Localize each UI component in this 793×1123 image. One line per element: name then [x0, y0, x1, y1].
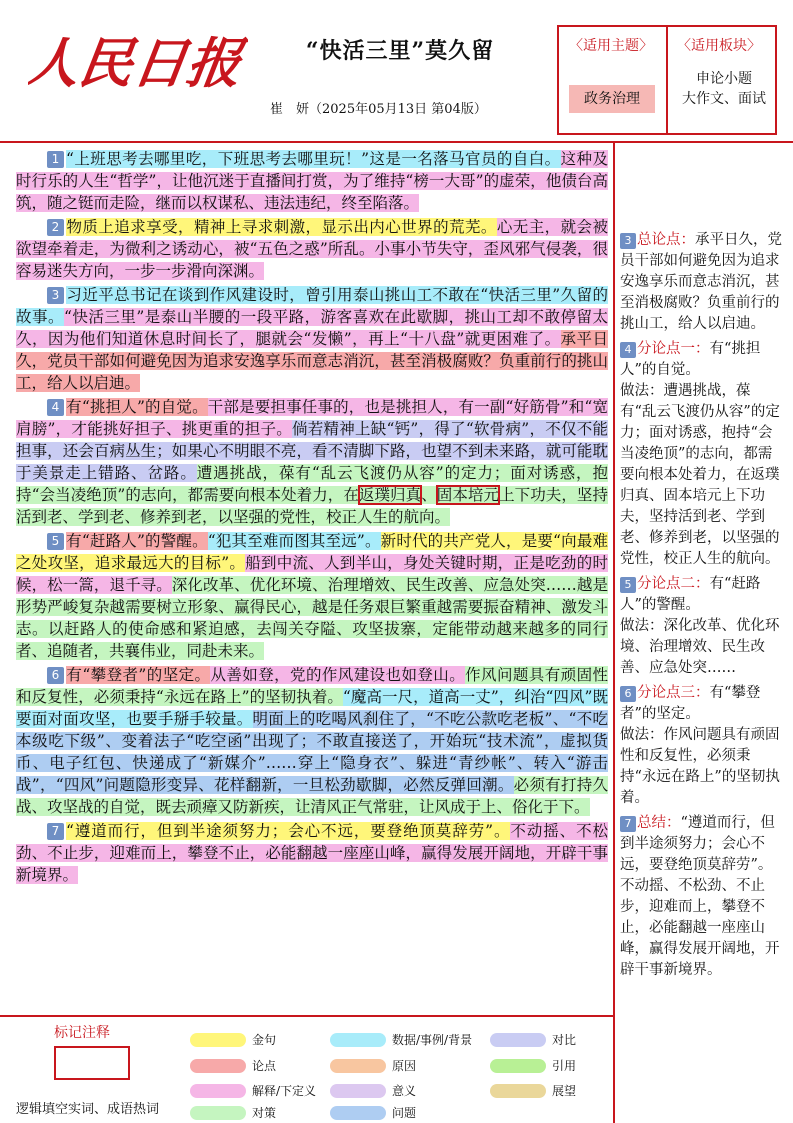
legend-swatch: [190, 1059, 246, 1073]
article-paragraph: [16, 664, 608, 818]
highlighted-segment: 必须有打持久战、攻坚战的自觉，既去顽瘴又防新疾，让清风正气常驻，让风成于上、俗化于下。: [16, 776, 608, 816]
column-divider: [613, 143, 615, 1123]
highlighted-segment: 有“攀登者”的坚定。: [66, 666, 211, 684]
sidebar-method-label: 做法：: [620, 727, 664, 743]
highlighted-segment: 有“赶路人”的警醒。: [66, 532, 208, 550]
highlighted-segment: “魔高一尺，道高一丈”，纠治“四风”既要面对面攻坚，也要手掰手较量。: [16, 688, 608, 728]
highlighted-segment: 、: [421, 486, 437, 504]
sidebar-method-label: 做法：: [620, 618, 664, 634]
sidebar-note-text: 有“挑担人”的自觉。: [620, 341, 761, 378]
byline: 崔 妍（2025年05月13日 第04版）: [270, 102, 487, 117]
sidebar-number-badge: 7: [620, 816, 636, 832]
section-label: 〈适用板块〉: [677, 38, 761, 54]
article-paragraph: [16, 396, 608, 528]
sidebar-note: [620, 230, 785, 335]
legend-swatch: [490, 1059, 546, 1073]
sidebar-note-lead: 分论点一：: [637, 341, 710, 357]
legend-label: 金句: [252, 1033, 277, 1047]
highlighted-segment: 船到中流、人到半山，身处关键时期，正是吃劲的时候，松一篙，退千寻。: [16, 554, 608, 594]
sidebar-note-text: 承平日久，党员干部如何避免因为追求安逸享乐而意志消沉，甚至消极腐败？负重前行的挑山工，给人以启迪。: [620, 232, 782, 332]
topic-label: 〈适用主题〉: [569, 38, 653, 54]
legend-item: [190, 1057, 276, 1074]
highlighted-segment: 物质上追求享受，精神上寻求刺激，显示出内心世界的荒芜。: [66, 218, 497, 236]
paragraph-number-badge: 4: [47, 399, 64, 416]
highlighted-segment: 新时代的共产党人，是要“向最难之处攻坚，追求最远大的目标”。: [16, 532, 608, 572]
highlighted-segment: “犯其至难而图其至远”。: [207, 532, 381, 550]
legend-item: [490, 1057, 576, 1074]
highlighted-segment: 习近平总书记在谈到作风建设时，曾引用泰山挑山工不敢在“快活三里”久留的故事。: [16, 286, 608, 326]
legend-item: [330, 1082, 416, 1099]
sidebar-number-badge: 6: [620, 686, 636, 702]
analysis-sidebar: [620, 230, 785, 985]
sidebar-note-lead: 分论点三：: [637, 685, 710, 701]
legend-swatch: [490, 1033, 546, 1047]
highlighted-segment: 干部是要担事任事的，也是挑担人，有一副“好筋骨”和“宽肩膀”，才能挑好担子、挑更重的担子。: [16, 398, 608, 438]
legend-box-sample: [54, 1046, 130, 1080]
article-paragraph: [16, 216, 608, 282]
sidebar-number-badge: 5: [620, 577, 636, 593]
legend-item: [190, 1031, 276, 1048]
legend-title: 标记注释: [54, 1025, 110, 1041]
legend-label: 对比: [552, 1033, 577, 1047]
highlighted-segment: “快活三里”是泰山半腰的一段平路，游客喜欢在此歇脚，挑山工却不敢停留太久，因为他们知道休息时间长了，腿就会“发懒”，再上“十八盘”就更困难了。: [16, 308, 608, 348]
article-paragraph: [16, 148, 608, 214]
legend-box-label: 逻辑填空实词、成语热词: [16, 1102, 160, 1117]
legend-label: 原因: [392, 1059, 417, 1073]
sidebar-method-text: 深化改革、优化环境、治理增效、民生改善、应急处突……: [620, 618, 780, 676]
legend-item: [330, 1057, 416, 1074]
sidebar-note-text: “遵道而行，但到半途须努力；会心不远，要登绝顶莫辞劳”。不动摇、不松劲、不止步，迎难而上，攀登不止，必能翻越一座座山峰，赢得发展开阔地，开辟干事新境界。: [620, 815, 780, 978]
header-divider: [0, 141, 793, 143]
legend-swatch: [190, 1084, 246, 1098]
topic-value: 政务治理: [569, 85, 655, 113]
legend-swatch: [190, 1033, 246, 1047]
highlighted-segment: 不动摇、不松劲、不止步，迎难而上，攀登不止，必能翻越一座座山峰，赢得发展开阔地，开辟干事新境界。: [16, 822, 608, 884]
highlighted-idiom: 返璞归真: [358, 486, 422, 504]
highlighted-segment: 承平日久，党员干部如何避免因为追求安逸享乐而意志消沉，甚至消极腐败？负重前行的挑山工，给人以启迪。: [16, 330, 608, 392]
legend-item: [330, 1104, 416, 1121]
paragraph-number-badge: 3: [47, 287, 64, 304]
legend-label: 问题: [392, 1106, 417, 1120]
sidebar-method-text: 遭遇挑战，葆有“乱云飞渡仍从容”的定力；面对诱惑，抱持“会当凌绝顶”的志向，都需要向根本处着力，在返璞归真、固本培元上下功夫，坚持活到老、学到老、修养到老，以坚强的党性，校正人生的航向。: [620, 383, 780, 567]
sidebar-note-lead: 总论点：: [637, 232, 695, 248]
highlighted-segment: 有“挑担人”的自觉。: [66, 398, 208, 416]
sidebar-note: [620, 574, 785, 679]
legend-swatch: [190, 1106, 246, 1120]
article-title: “快活三里”莫久留: [305, 38, 495, 64]
sidebar-note-lead: 总结：: [637, 815, 681, 831]
sidebar-note-text: 有“攀登者”的坚定。: [620, 685, 761, 722]
sidebar-method-label: 做法：: [620, 383, 664, 399]
paragraph-number-badge: 5: [47, 533, 64, 550]
sidebar-note: [620, 683, 785, 809]
legend-swatch: [330, 1033, 386, 1047]
paragraph-number-badge: 2: [47, 219, 64, 236]
legend-swatch: [490, 1084, 546, 1098]
article-body: [16, 148, 608, 888]
sidebar-note-lead: 分论点二：: [637, 576, 710, 592]
legend-label: 论点: [252, 1059, 277, 1073]
paragraph-number-badge: 6: [47, 667, 64, 684]
highlighted-segment: 遭遇挑战，葆有“乱云飞渡仍从容”的定力；面对诱惑，抱持“会当凌绝顶”的志向，都需要向根本处着力，在: [16, 464, 608, 504]
highlighted-segment: 深化改革、优化环境、治理增效、民生改善、应急处突……越是形势严峻复杂越需要树立形象、赢得民心，越是任务艰巨繁重越需要振奋精神、激发斗志。以赶路人的使命感和紧迫感，去闯关夺隘、攻坚拔寨，定能带动越来越多的同行者、追随者，共襄伟业，同赴未来。: [16, 576, 608, 660]
sidebar-note-text: 有“赶路人”的警醒。: [620, 576, 761, 613]
legend-swatch: [330, 1084, 386, 1098]
legend-label: 对策: [252, 1106, 277, 1120]
highlighted-segment: “遵道而行，但到半途须努力；会心不远，要登绝顶莫辞劳”。: [66, 822, 511, 840]
highlighted-segment: 作风问题具有顽固性和反复性，必须秉持“永远在路上”的坚韧执着。: [16, 666, 608, 706]
highlighted-segment: 明面上的吃喝风刹住了，“不吃公款吃老板”、“不吃本级吃下级”、变着法子“吃空函”出现了；不敢直接送了，开始玩“技术流”，虚拟货币、电子红包、快递成了“新媒介”……穿上“隐身衣”、躲进“青纱帐”、转入“游击战”，“四风”问题隐形变异、花样翻新，一旦松劲歇脚，必然反弹回潮。: [16, 710, 608, 794]
legend-item: [330, 1031, 472, 1048]
legend-label: 引用: [552, 1059, 577, 1073]
sidebar-method-text: 作风问题具有顽固性和反复性，必须秉持“永远在路上”的坚韧执着。: [620, 727, 780, 806]
legend-label: 数据/事例/背景: [392, 1033, 473, 1047]
paragraph-number-badge: 1: [47, 151, 64, 168]
tag-box: [557, 25, 777, 135]
newspaper-logo: [28, 14, 248, 104]
legend-swatch: [330, 1106, 386, 1120]
legend-item: [190, 1082, 316, 1099]
highlighted-segment: 上下功夫，坚持活到老、学到老、修养到老，以坚强的党性，校正人生的航向。: [16, 486, 608, 526]
highlighted-segment: 这种及时行乐的人生“哲学”，让他沉迷于直播间打赏，为了维持“榜一大哥”的虚荣，他债台高筑，随之铤而走险，继而以权谋私、违法违纪，终至陷落。: [16, 150, 608, 212]
highlighted-segment: 心无主，就会被欲望牵着走，为微利之诱动心，被“五色之惑”所乱。小事小节失守，歪风邪气侵袭，很容易迷失方向，一步一步滑向深渊。: [16, 218, 608, 280]
legend-divider: [0, 1015, 613, 1017]
sidebar-note: [620, 813, 785, 981]
highlighted-segment: 倘若精神上缺“钙”，得了“软骨病”，不仅不能担事，还会百病丛生；如果心不明眼不亮，看不清脚下路，也望不到未来路，就可能耽于美景走上错路、岔路。: [16, 420, 608, 482]
sidebar-number-badge: 4: [620, 342, 636, 358]
paragraph-number-badge: 7: [47, 823, 64, 840]
legend-item: [490, 1082, 576, 1099]
highlighted-segment: “上班思考去哪里吃，下班思考去哪里玩！”这是一名落马官员的自白。: [66, 150, 561, 168]
highlighted-segment: 从善如登，党的作风建设也如登山。: [210, 666, 466, 684]
legend-label: 展望: [552, 1084, 577, 1098]
article-paragraph: [16, 530, 608, 662]
logo-text: 人民日报: [28, 31, 246, 95]
legend-label: 解释/下定义: [252, 1084, 317, 1098]
legend-swatch: [330, 1059, 386, 1073]
article-paragraph: [16, 820, 608, 886]
section-value: 申论小题 大作文、面试: [682, 71, 766, 107]
highlighted-idiom: 固本培元: [436, 486, 500, 504]
legend-label: 意义: [392, 1084, 417, 1098]
sidebar-number-badge: 3: [620, 233, 636, 249]
article-paragraph: [16, 284, 608, 394]
legend-item: [490, 1031, 576, 1048]
legend-item: [190, 1104, 276, 1121]
sidebar-note: [620, 339, 785, 570]
